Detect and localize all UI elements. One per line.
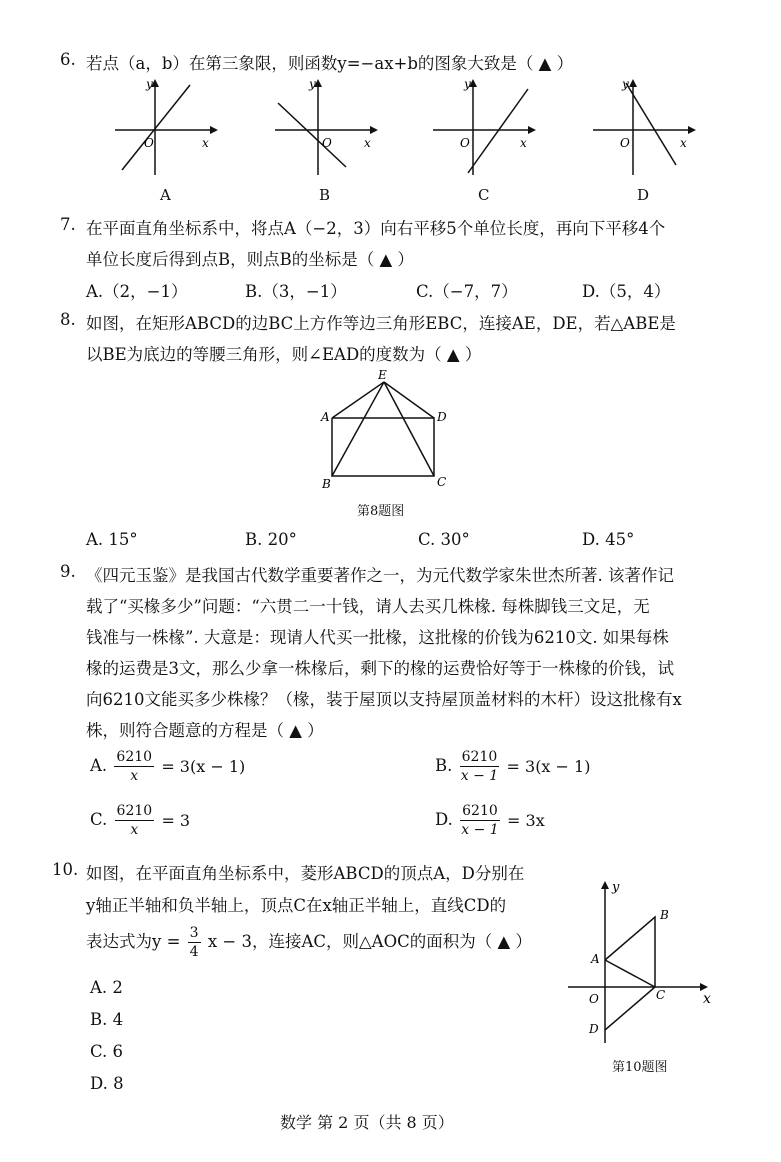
q10-point-a: A — [591, 952, 600, 966]
q8-option-d: D. 45° — [582, 530, 635, 549]
q7-option-d: D.（5，4） — [582, 282, 671, 301]
q6-b-y-label: y — [309, 77, 316, 91]
q8-option-c: C. 30° — [418, 530, 470, 549]
q9-option-d-label: D. — [435, 810, 453, 829]
q6-graph-b-label: B — [319, 186, 331, 204]
q8-point-b: B — [322, 477, 331, 491]
q9-option-d-denominator: x − 1 — [461, 822, 499, 838]
q9-option-c-denominator: x — [130, 822, 139, 838]
q6-graph-b — [270, 75, 380, 180]
q9-line1: 《四元玉鉴》是我国古代数学重要著作之一，为元代数学家朱世杰所著. 该著作记 — [86, 566, 674, 585]
q6-graph-d — [588, 75, 698, 180]
q10-caption: 第10题图 — [612, 1060, 668, 1075]
q6-a-y-label: y — [146, 77, 153, 91]
q8-caption: 第8题图 — [357, 504, 405, 519]
q10-option-b: B. 4 — [90, 1010, 124, 1029]
q10-point-d: D — [589, 1022, 599, 1036]
q6-graph-a — [110, 75, 220, 180]
q6-d-y-label: y — [622, 77, 629, 91]
q9-option-d-fraction — [460, 802, 500, 839]
q9-option-a-denominator: x — [130, 768, 139, 784]
q10-line3-pre: 表达式为y = — [86, 932, 181, 951]
q9-option-a-rhs: = 3(x − 1) — [161, 757, 246, 776]
q9-option-c-rhs: = 3 — [161, 811, 191, 830]
q9-option-d-numerator: 6210 — [462, 803, 498, 819]
q9-option-c-label: C. — [90, 810, 108, 829]
q9-option-a-numerator: 6210 — [116, 749, 153, 765]
q9-option-b-label: B. — [435, 756, 453, 775]
q9-option-c — [90, 802, 190, 839]
q9-line5: 向6210文能买多少株椽？（椽，装于屋顶以支持屋顶盖材料的木杆）设这批椽有x — [86, 690, 682, 709]
q6-c-origin: O — [460, 136, 470, 150]
q9-number: 9. — [60, 562, 76, 581]
q10-origin: O — [589, 992, 599, 1006]
q8-point-d: D — [437, 410, 447, 424]
q8-line2: 以BE为底边的等腰三角形，则∠EAD的度数为（ ▲ ） — [86, 345, 482, 364]
q8-option-b: B. 20° — [245, 530, 297, 549]
q10-line2: y轴正半轴和负半轴上，顶点C在x轴正半轴上，直线CD的 — [86, 896, 507, 915]
q10-slope-fraction — [188, 924, 201, 961]
page-footer: 数学 第 2 页（共 8 页） — [280, 1113, 454, 1132]
q10-line3 — [86, 924, 532, 961]
q6-c-y-label: y — [464, 77, 471, 91]
q9-option-a-label: A. — [90, 756, 108, 775]
q9-option-c-fraction — [115, 802, 155, 839]
q6-text: 若点（a，b）在第三象限，则函数y=−ax+b的图象大致是（ ▲ ） — [86, 54, 574, 73]
q9-option-b-numerator: 6210 — [461, 749, 498, 765]
q7-line2: 单位长度后得到点B，则点B的坐标是（ ▲ ） — [86, 250, 414, 269]
q10-slope-denominator: 4 — [189, 944, 199, 960]
q6-graph-d-label: D — [637, 186, 650, 204]
q8-option-a: A. 15° — [86, 530, 138, 549]
q8-figure — [310, 368, 460, 493]
q6-c-x-label: x — [520, 136, 527, 150]
q10-option-a: A. 2 — [90, 978, 123, 997]
q8-point-e: E — [378, 368, 387, 382]
q6-graph-c — [428, 75, 538, 180]
q10-number: 10. — [52, 860, 79, 879]
q10-point-b: B — [660, 908, 669, 922]
q10-option-d: D. 8 — [90, 1074, 124, 1093]
q10-line1: 如图，在平面直角坐标系中，菱形ABCD的顶点A，D分别在 — [86, 864, 525, 883]
q7-option-c: C.（−7，7） — [416, 282, 518, 301]
q8-line1: 如图，在矩形ABCD的边BC上方作等边三角形EBC，连接AE，DE，若△ABE是 — [86, 314, 676, 333]
q9-line2: 载了“买椽多少”问题：“六贯二一十钱，请人去买几株椽. 每株脚钱三文足，无 — [86, 597, 650, 616]
q6-a-x-label: x — [202, 136, 209, 150]
q6-a-origin: O — [144, 136, 154, 150]
q10-line3-post: x − 3，连接AC，则△AOC的面积为（ ▲ ） — [207, 932, 532, 951]
q9-option-b — [435, 748, 590, 785]
q10-axis-x: x — [703, 991, 711, 1007]
q6-b-x-label: x — [364, 136, 371, 150]
q10-point-c: C — [656, 988, 666, 1002]
q10-slope-numerator: 3 — [189, 925, 199, 941]
q6-b-origin: O — [322, 136, 332, 150]
q9-option-d — [435, 802, 545, 839]
q9-option-d-rhs: = 3x — [507, 811, 545, 830]
q9-option-b-rhs: = 3(x − 1) — [506, 757, 591, 776]
q6-d-x-label: x — [680, 136, 687, 150]
q10-axis-y: y — [612, 880, 620, 895]
q10-option-c: C. 6 — [90, 1042, 124, 1061]
q6-graph-a-label: A — [160, 186, 171, 204]
q8-number: 8. — [60, 310, 76, 329]
q7-option-b: B.（3，−1） — [245, 282, 347, 301]
q9-line6: 株，则符合题意的方程是（ ▲ ） — [86, 721, 324, 740]
q9-option-b-fraction — [460, 748, 500, 785]
q9-option-a — [90, 748, 245, 785]
q9-line4: 椽的运费是3文，那么少拿一株椽后，剩下的椽的运费恰好等于一株椽的价钱，试 — [86, 659, 674, 678]
q8-point-c: C — [437, 475, 447, 489]
q10-figure — [560, 875, 720, 1045]
q7-line1: 在平面直角坐标系中，将点A（−2，3）向右平移5个单位长度，再向下平移4个 — [86, 219, 666, 238]
q8-point-a: A — [321, 410, 330, 424]
q6-graph-c-label: C — [478, 186, 490, 204]
q6-number: 6. — [60, 50, 76, 69]
q6-d-origin: O — [620, 136, 630, 150]
q9-option-c-numerator: 6210 — [116, 803, 153, 819]
q7-option-a: A.（2，−1） — [86, 282, 188, 301]
q9-line3: 钱准与一株椽”. 大意是：现请人代买一批椽，这批椽的价钱为6210文. 如果每株 — [86, 628, 669, 647]
q9-option-a-fraction — [114, 748, 154, 785]
q9-option-b-denominator: x − 1 — [460, 768, 499, 784]
q7-number: 7. — [60, 215, 76, 234]
